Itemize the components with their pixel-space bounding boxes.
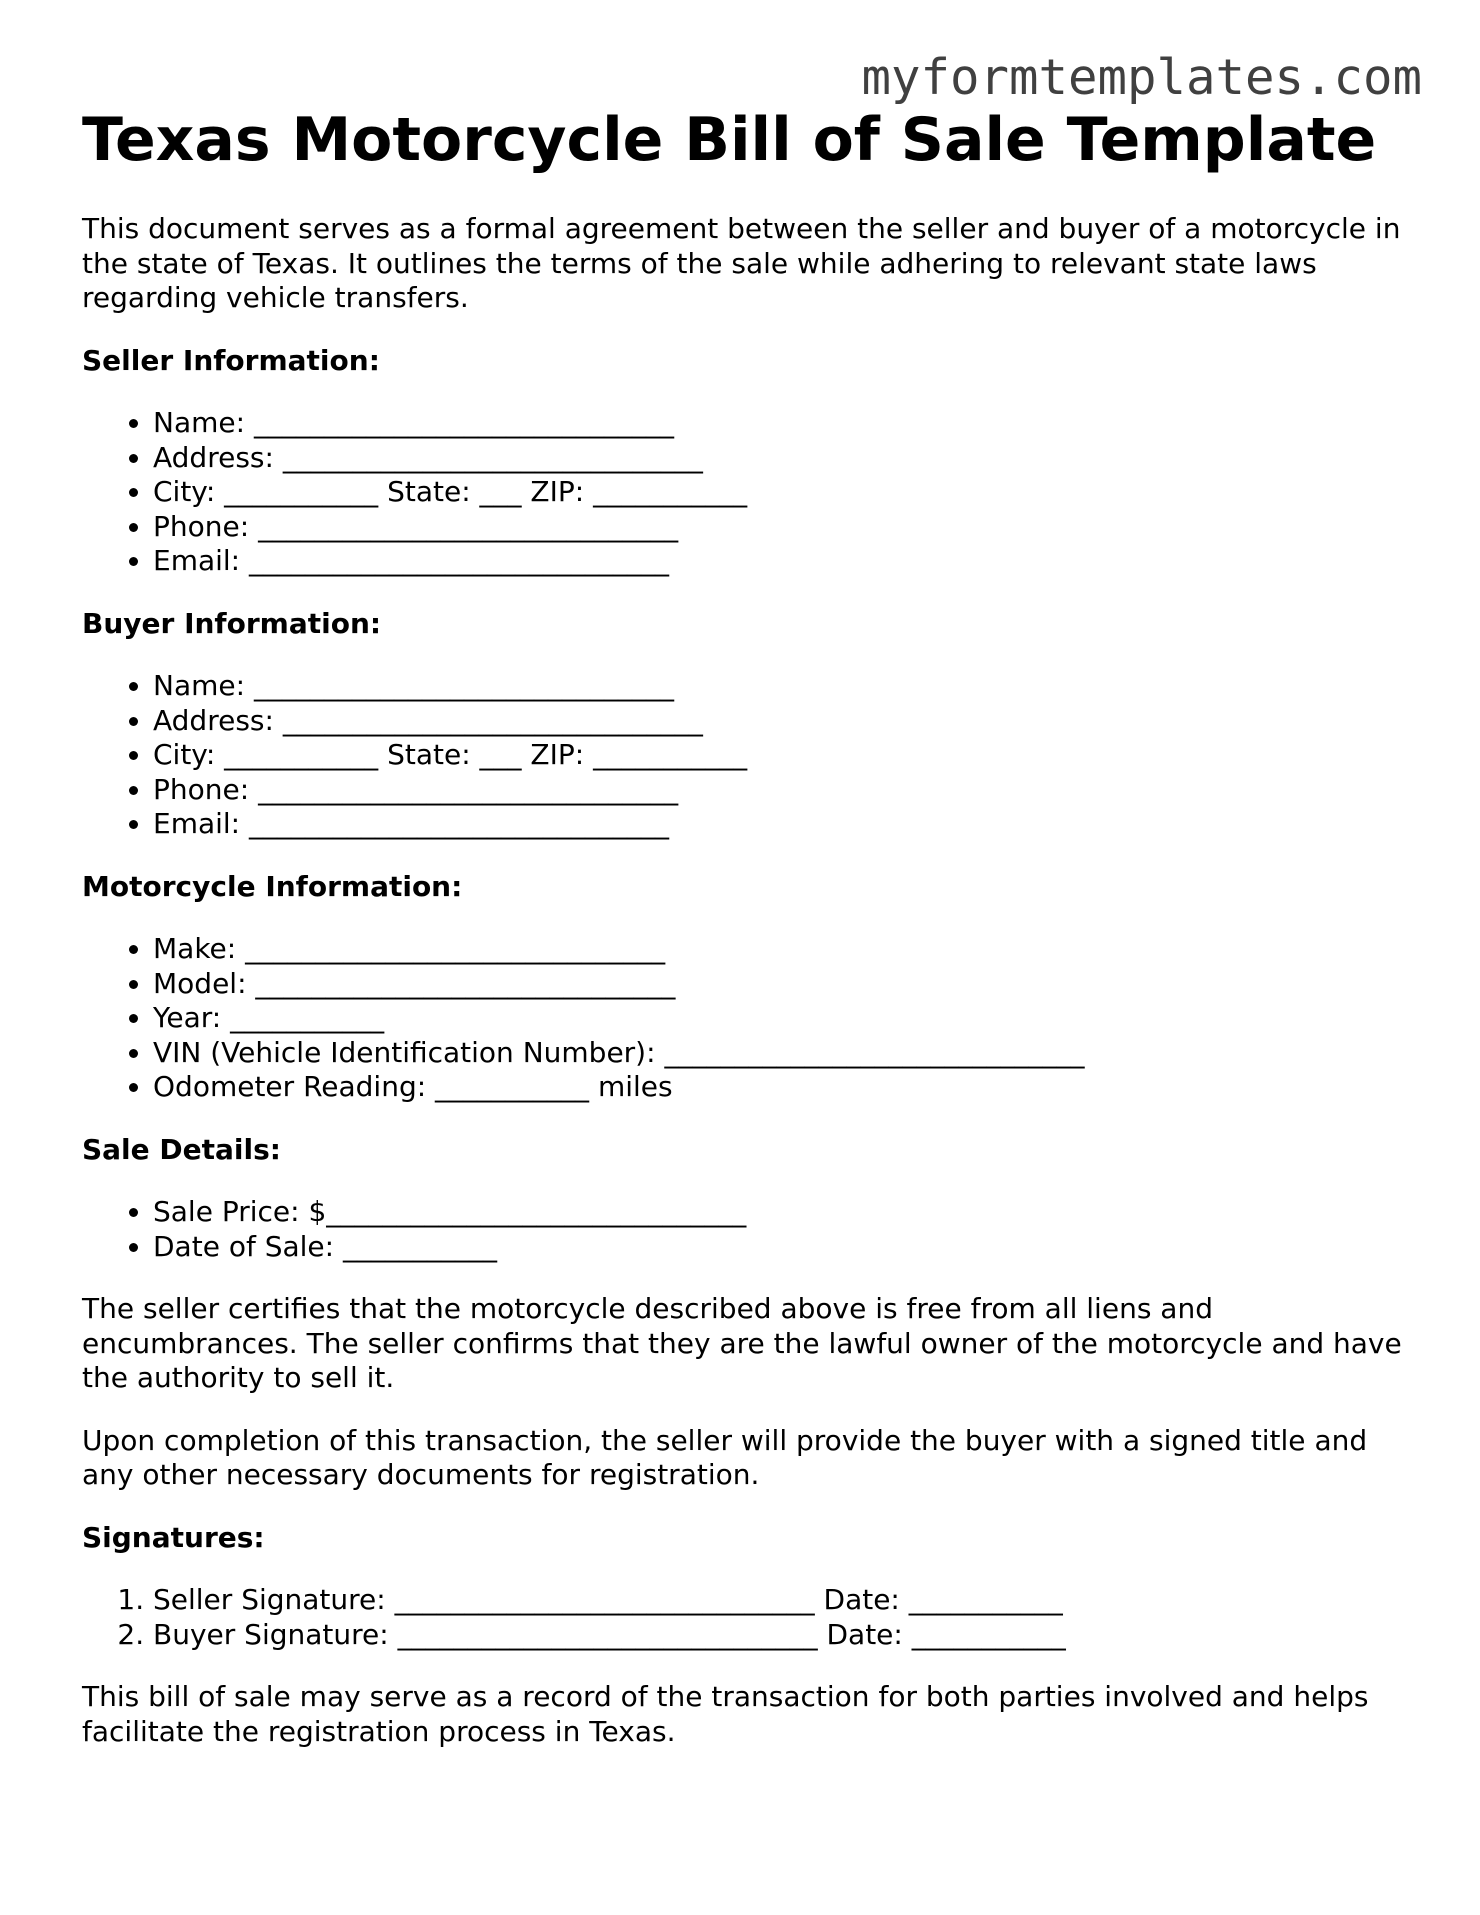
page-title: Texas Motorcycle Bill of Sale Template [82,105,1377,175]
sale-fields [82,1195,1422,1264]
watermark: myformtemplates.com [861,49,1422,106]
motorcycle-fields [82,932,1422,1105]
buyer-address-field: • Address: ______________________________ [153,704,1422,739]
motorcycle-heading: Motorcycle Information: [82,869,463,903]
seller-heading: Seller Information: [82,343,380,377]
seller-name-field: • Name: ______________________________ [153,406,1422,441]
signature-lines [82,1583,1422,1652]
seller-city-state-zip-field: • City: ___________ State: ___ ZIP: ___________ [153,475,1422,510]
document-body [82,212,1422,1777]
buyer-email-field: • Email: ______________________________ [153,807,1422,842]
signatures-heading: Signatures: [82,1520,265,1554]
sale-price-field: • Sale Price: $______________________________ [153,1195,1422,1230]
motorcycle-year-field: • Year: ___________ [153,1001,1422,1036]
seller-phone-field: • Phone: ______________________________ [153,510,1422,545]
seller-address-field: • Address: ______________________________ [153,441,1422,476]
motorcycle-vin-field: • VIN (Vehicle Identification Number): ______________________________ [153,1036,1422,1071]
intro-paragraph: This document serves as a formal agreement between the seller and buyer of a motorcycle in the state of Texas. It outlines the terms of the sale while adhering to relevant state laws regarding vehicle transfers. [82,212,1401,314]
title-transfer-paragraph: Upon completion of this transaction, the seller will provide the buyer with a signed title and any other necessary documents for registration. [82,1423,1368,1491]
buyer-phone-field: • Phone: ______________________________ [153,773,1422,808]
sale-heading: Sale Details: [82,1132,281,1166]
liens-paragraph: The seller certifies that the motorcycle described above is free from all liens and encumbrances. The seller confirms that they are the lawful owner of the motorcycle and have the authority to sell it. [82,1292,1402,1394]
motorcycle-model-field: • Model: ______________________________ [153,967,1422,1002]
buyer-city-state-zip-field: • City: ___________ State: ___ ZIP: ___________ [153,738,1422,773]
motorcycle-make-field: • Make: ______________________________ [153,932,1422,967]
seller-signature-line: 1. Seller Signature: ______________________________ Date: ___________ [153,1583,1422,1618]
sale-date-field: • Date of Sale: ___________ [153,1230,1422,1265]
buyer-fields [82,669,1422,842]
motorcycle-odometer-field: • Odometer Reading: ___________ miles [153,1070,1422,1105]
buyer-signature-line: 2. Buyer Signature: ______________________________ Date: ___________ [153,1618,1422,1653]
buyer-heading: Buyer Information: [82,606,382,640]
seller-email-field: • Email: ______________________________ [153,544,1422,579]
buyer-name-field: • Name: ______________________________ [153,669,1422,704]
closing-paragraph: This bill of sale may serve as a record of the transaction for both parties involved and helps facilitate the registration process in Texas. [82,1680,1369,1748]
seller-fields [82,406,1422,579]
